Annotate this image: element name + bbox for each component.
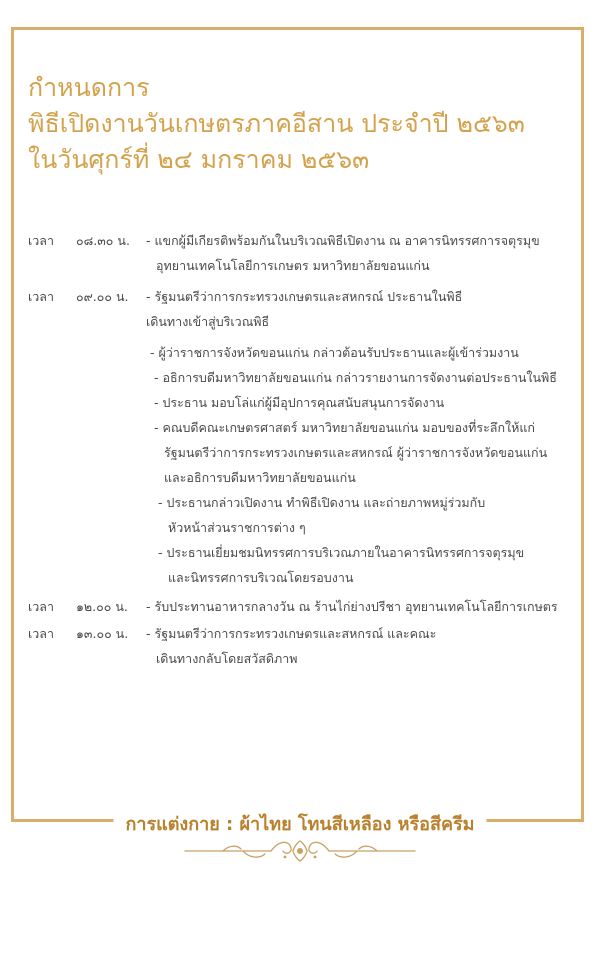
schedule bbox=[28, 228, 583, 671]
sub-item-line: - ประธานกล่าวเปิดงาน ทำพิธีเปิดงาน และถ่ายภาพหมู่ร่วมกับ bbox=[158, 495, 486, 510]
description-line: อุทยานเทคโนโลยีการเกษตร มหาวิทยาลัยขอนแก่น bbox=[156, 258, 430, 273]
schedule-row bbox=[28, 621, 583, 671]
schedule-description bbox=[146, 594, 583, 619]
sub-item bbox=[146, 390, 583, 415]
schedule-description bbox=[146, 284, 583, 334]
description-line: - รับประทานอาหารกลางวัน ณ ร้านไก่ย่างปรีชา อุทยานเทคโนโลยีการเกษตร bbox=[146, 599, 558, 614]
sub-items bbox=[146, 340, 583, 590]
time-value: ๑๒.๐๐ น. bbox=[76, 599, 128, 614]
time-label: เวลา bbox=[28, 626, 54, 641]
sub-item bbox=[146, 540, 583, 590]
title-line-2: พิธีเปิดงานวันเกษตรภาคอีสาน ประจำปี ๒๕๖๓ bbox=[28, 109, 525, 138]
description-line: - แขกผู้มีเกียรติพร้อมกันในบริเวณพิธีเปิดงาน ณ อาคารนิทรรศการจตุรมุข bbox=[146, 233, 540, 248]
sub-item-line: และนิทรรศการบริเวณโดยรอบงาน bbox=[168, 570, 354, 585]
description-line: - รัฐมนตรีว่าการกระทรวงเกษตรและสหกรณ์ และคณะ bbox=[146, 626, 437, 641]
sub-item bbox=[146, 415, 583, 490]
description-line: - รัฐมนตรีว่าการกระทรวงเกษตรและสหกรณ์ ประธานในพิธี bbox=[146, 289, 463, 304]
time-label: เวลา bbox=[28, 233, 54, 248]
time-value: ๐๙.๐๐ น. bbox=[76, 289, 129, 304]
sub-item-line: - อธิการบดีมหาวิทยาลัยขอนแก่น กล่าวรายงานการจัดงานต่อประธานในพิธี bbox=[154, 370, 557, 385]
sub-item-line: - ผู้ว่าราชการจังหวัดขอนแก่น กล่าวต้อนรับประธานและผู้เข้าร่วมงาน bbox=[150, 345, 519, 360]
title-line-1: กำหนดการ bbox=[28, 73, 150, 102]
sub-item-line: รัฐมนตรีว่าการกระทรวงเกษตรและสหกรณ์ ผู้ว่าราชการจังหวัดขอนแก่น bbox=[164, 445, 548, 460]
time-value: ๑๓.๐๐ น. bbox=[76, 626, 129, 641]
sub-item-line: - ประธาน มอบโล่แก่ผู้มีอุปการคุณสนับสนุนการจัดงาน bbox=[154, 395, 445, 410]
description-line: เดินทางกลับโดยสวัสดิภาพ bbox=[156, 651, 298, 666]
title-line-3: ในวันศุกร์ที่ ๒๔ มกราคม ๒๕๖๓ bbox=[28, 145, 370, 174]
schedule-row bbox=[28, 228, 583, 278]
schedule-row bbox=[28, 594, 583, 619]
sub-item-line: - คณบดีคณะเกษตรศาสตร์ มหาวิทยาลัยขอนแก่น มอบของที่ระลึกให้แก่ bbox=[154, 420, 535, 435]
schedule-description bbox=[146, 621, 583, 671]
sub-item-line: - ประธานเยี่ยมชมนิทรรศการบริเวณภายในอาคารนิทรรศการจตุรมุข bbox=[158, 545, 525, 560]
gold-scroll-ornament-icon bbox=[183, 836, 417, 866]
schedule-row bbox=[28, 284, 583, 334]
description-line: เดินทางเข้าสู่บริเวณพิธี bbox=[146, 314, 270, 329]
sub-item bbox=[146, 490, 583, 540]
sub-item-line: และอธิการบดีมหาวิทยาลัยขอนแก่น bbox=[164, 470, 356, 485]
time-label: เวลา bbox=[28, 289, 54, 304]
schedule-description bbox=[146, 228, 583, 278]
sub-item-line: หัวหน้าส่วนราชการต่าง ๆ bbox=[168, 520, 306, 535]
time-value: ๐๘.๓๐ น. bbox=[76, 233, 130, 248]
sub-item bbox=[146, 340, 583, 365]
sub-item bbox=[146, 365, 583, 390]
dress-code-text: การแต่งกาย : ผ้าไทย โทนสีเหลือง หรือสีครีม bbox=[113, 808, 486, 842]
time-label: เวลา bbox=[28, 599, 54, 614]
title-block bbox=[28, 70, 578, 178]
